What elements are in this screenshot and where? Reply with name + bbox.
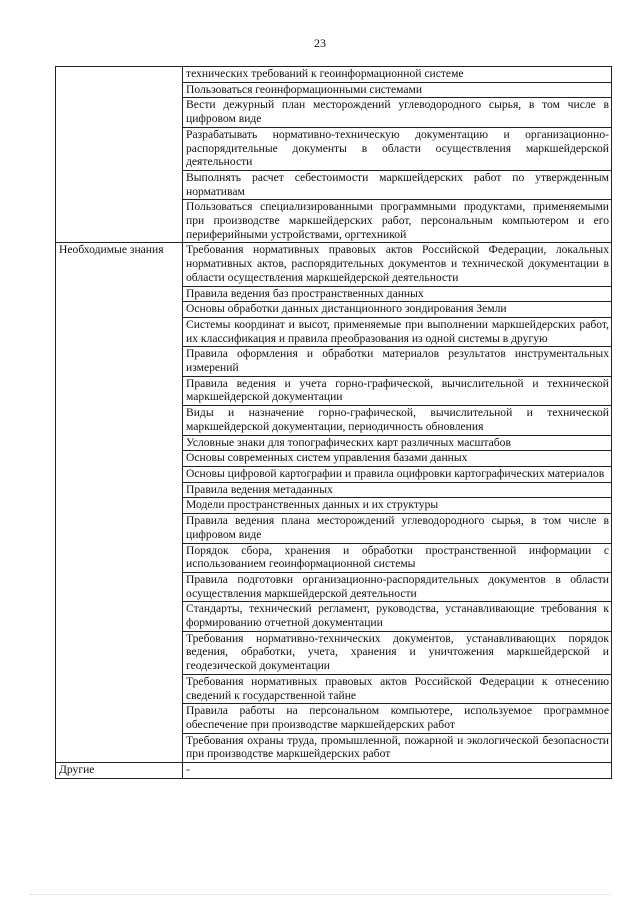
table-cell-text: Стандарты, технический регламент, руководства, устанавливающие требования к формированию отчетной документации (183, 602, 612, 631)
table-cell-text: Требования нормативных правовых актов Российской Федерации, локальных нормативных актов, распорядительных документов и технической документации в области осуществления маркшейдерской деятельности (183, 243, 612, 286)
table-cell-text: Пользоваться геоинформационными системами (183, 82, 612, 98)
table-cell-text: Правила ведения и учета горно-графической, вычислительной и технической маркшейдерской документации (183, 376, 612, 405)
table-cell-text: Условные знаки для топографических карт различных масштабов (183, 435, 612, 451)
table-cell-text: Выполнять расчет себестоимости маркшейдерских работ по утвержденным нормативам (183, 170, 612, 199)
table-row (56, 763, 612, 779)
table-cell-text: Разрабатывать нормативно-техническую документацию и организационно-распорядительные документы в области осуществления маркшейдерской деятельности (183, 127, 612, 170)
table-cell-text: - (183, 763, 612, 779)
table-cell-text: Виды и назначение горно-графической, вычислительной и технической маркшейдерской документации, периодичность обновления (183, 406, 612, 435)
table-cell-text: Основы современных систем управления базами данных (183, 451, 612, 467)
table-cell-text: Правила работы на персональном компьютере, используемое программное обеспечение при производстве маркшейдерских работ (183, 704, 612, 733)
table-cell-text: Правила ведения метаданных (183, 482, 612, 498)
table-cell-text: Требования нормативных правовых актов Российской Федерации к отнесению сведений к государственной тайне (183, 674, 612, 703)
table-cell-text: Правила оформления и обработки материалов результатов инструментальных измерений (183, 347, 612, 376)
table-cell-text: Основы обработки данных дистанционного зондирования Земли (183, 302, 612, 318)
table-row (56, 67, 612, 83)
table-cell-text: Вести дежурный план месторождений углеводородного сырья, в том числе в цифровом виде (183, 98, 612, 127)
table-cell-text: Основы цифровой картографии и правила оцифровки картографических материалов (183, 466, 612, 482)
page-number: 23 (314, 36, 326, 50)
table-cell-text: Правила подготовки организационно-распорядительных документов в области осуществления маркшейдерской деятельности (183, 572, 612, 601)
table-cell-text: Правила ведения плана месторождений углеводородного сырья, в том числе в цифровом виде (183, 514, 612, 543)
table-cell-text: Системы координат и высот, применяемые при выполнении маркшейдерских работ, их классификация и правила преобразования из одной системы в другую (183, 317, 612, 346)
row-label-other: Другие (56, 763, 183, 779)
table-cell-text: Требования нормативно-технических документов, устанавливающих порядок ведения, обработки, учета, хранения и уничтожения маркшейдерской и геодезической документации (183, 631, 612, 674)
table-cell-text: Правила ведения баз пространственных данных (183, 286, 612, 302)
scan-edge-line (30, 894, 610, 895)
table-cell-text: Требования охраны труда, промышленной, пожарной и экологической безопасности при производстве маркшейдерских работ (183, 733, 612, 762)
requirements-table (55, 66, 612, 779)
row-label-knowledge: Необходимые знания (56, 243, 183, 763)
row-label (56, 67, 183, 243)
table-cell-text: Пользоваться специализированными программными продуктами, применяемыми при производстве маркшейдерских работ, персональным компьютером и его периферийными устройствами, оргтехникой (183, 200, 612, 243)
table-row (56, 243, 612, 286)
table-cell-text: технических требований к геоинформационной системе (183, 67, 612, 83)
table-cell-text: Порядок сбора, хранения и обработки пространственной информации с использованием геоинформационной системы (183, 543, 612, 572)
table-cell-text: Модели пространственных данных и их структуры (183, 498, 612, 514)
